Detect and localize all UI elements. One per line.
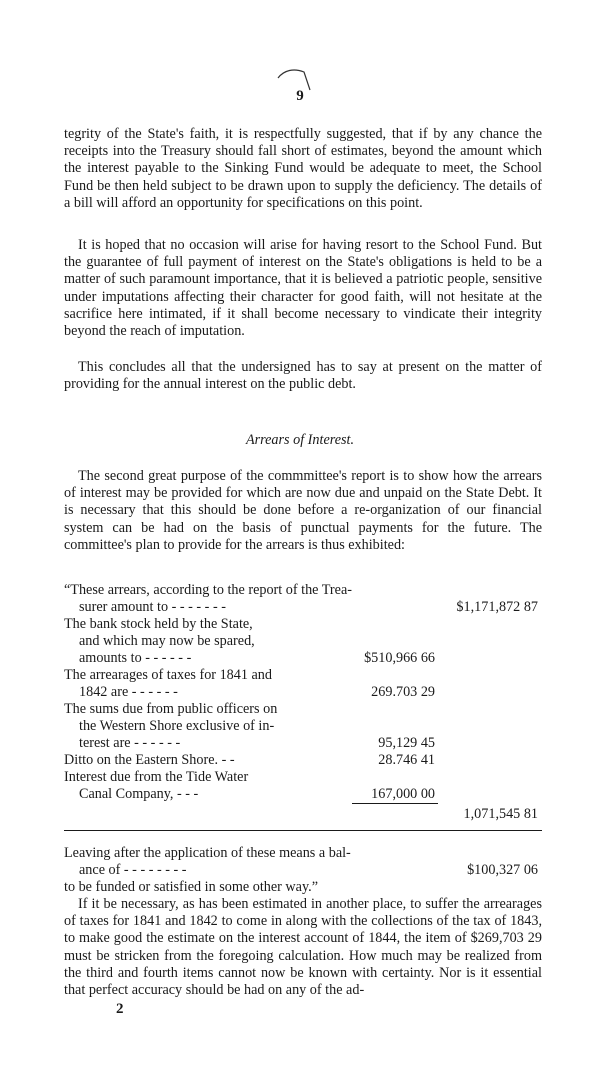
western-shore-line-2: the Western Shore exclusive of in- xyxy=(79,718,275,734)
balance-line-3: to be funded or satisfied in some other way.” xyxy=(64,879,318,895)
section-heading: Arrears of Interest. xyxy=(245,432,355,448)
bank-stock-line-2: and which may now be spared, xyxy=(79,633,255,649)
page-number: 9 xyxy=(296,88,304,104)
subtotal-amount: 1,071,545 81 xyxy=(463,806,538,822)
signature-mark: 2 xyxy=(116,1001,124,1017)
taxes-line-1: The arrearages of taxes for 1841 and xyxy=(64,667,272,683)
canal-amount: 167,000 00 xyxy=(371,786,435,802)
balance-amount: $100,327 06 xyxy=(467,862,538,878)
taxes-line-2: 1842 are - - - - - - xyxy=(79,684,178,700)
subtotal-rule xyxy=(352,803,438,804)
section-divider xyxy=(64,830,542,831)
western-shore-line-1: The sums due from public officers on xyxy=(64,701,278,717)
paragraph-arrearages: If it be necessary, as has been estimated in another place, to suffer the arrearages of taxes for 1841 and 1842 to come in along with the collections of the tax of 1843, to make good the estimate on the interest account of 1844, the item of $269,703 29 must be stricken from the foregoing calculation. How much may be realized from the third and fourth items cannot now be known with certainty. Nor is it essential that perfect accuracy should be had on any of the ad- xyxy=(64,896,542,999)
paragraph-conclusion: This concludes all that the undersigned has to say at present on the matter of providing for the annual interest on the public debt. xyxy=(64,359,542,393)
eastern-shore-amount: 28.746 41 xyxy=(378,752,435,768)
canal-line-2: Canal Company, - - - xyxy=(79,786,199,802)
balance-line-1: Leaving after the application of these means a bal- xyxy=(64,845,351,861)
paragraph-school-fund: It is hoped that no occasion will arise for having resort to the School Fund. But the guarantee of full payment of interest on the State's obligations is held to be a matter of such paramount importance, that it is believed a patriotic people, sensitive under imputations affecting their character for good faith, will not hesitate at the sacrifice here intimated, if it shall become necessary to vindicate their integrity beyond the reach of imputation. xyxy=(64,237,542,340)
paragraph-arrears-purpose: The second great purpose of the commmittee's report is to show how the arrears of interest may be provided for which are now due and unpaid on the State Debt. It is necessary that this should be done before a re-organization of our financial system can be had on the basis of punctual payments for the future. The committee's plan to provide for the arrears is thus exhibited: xyxy=(64,468,542,553)
bank-stock-line-1: The bank stock held by the State, xyxy=(64,616,253,632)
bank-stock-line-3: amounts to - - - - - - xyxy=(79,650,192,666)
paragraph-faith: tegrity of the State's faith, it is respectfully suggested, that if by any chance the receipts into the Treasury should fall short of estimates, beyond the amount which the interest payable to the Sinking Fund would be adequate to meet, the School Fund be then held subject to be drawn upon to supply the deficiency. The details of a bill will afford an opportunity for specifications on this point. xyxy=(64,126,542,211)
taxes-amount: 269.703 29 xyxy=(371,684,435,700)
arrears-total: $1,171,872 87 xyxy=(456,599,538,615)
balance-line-2: ance of - - - - - - - - xyxy=(79,862,187,878)
arrears-line-1: “These arrears, according to the report of the Trea- xyxy=(64,582,352,598)
arrears-line-2: surer amount to - - - - - - - xyxy=(79,599,226,615)
western-shore-amount: 95,129 45 xyxy=(378,735,435,751)
bank-stock-amount: $510,966 66 xyxy=(364,650,435,666)
eastern-shore-line: Ditto on the Eastern Shore. - - xyxy=(64,752,235,768)
western-shore-line-3: terest are - - - - - - xyxy=(79,735,181,751)
canal-line-1: Interest due from the Tide Water xyxy=(64,769,249,785)
